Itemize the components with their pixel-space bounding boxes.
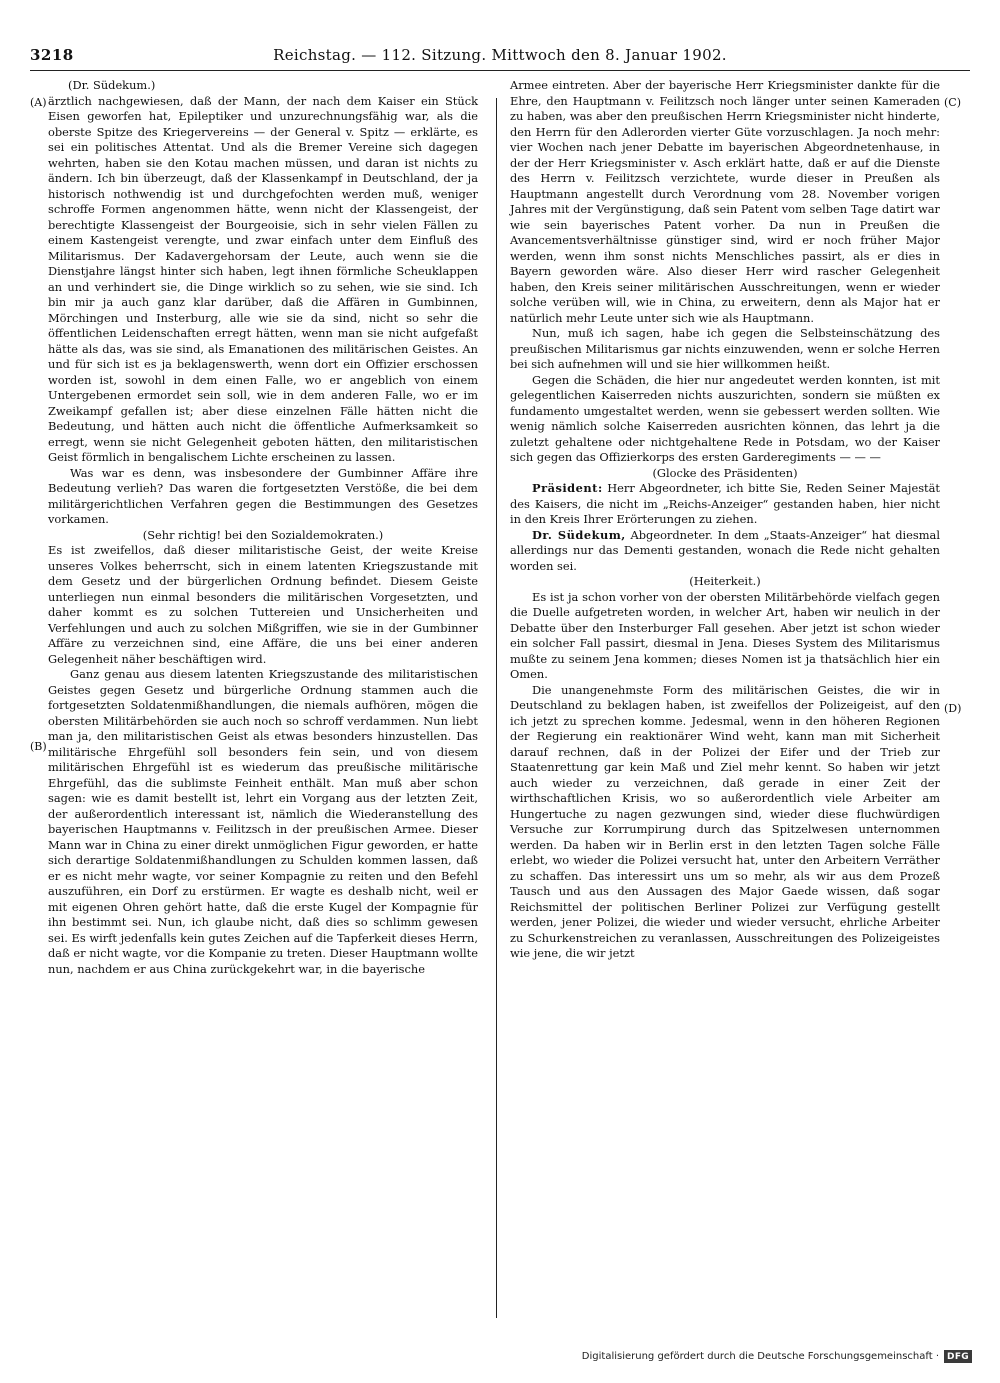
speaker-tag: (Dr. Südekum.) xyxy=(68,78,156,92)
left-interjection: (Sehr richtig! bei den Sozialdemokraten.) xyxy=(142,527,384,542)
suedekum-statement xyxy=(510,528,940,575)
footer-text: Digitalisierung gefördert durch die Deutsche Forschungsgemeinschaft · xyxy=(581,1351,939,1362)
page-number: 3218 xyxy=(30,46,74,64)
right-column xyxy=(510,78,940,962)
bell-interjection: (Glocke des Präsidenten) xyxy=(652,465,798,480)
right-paragraph-3: Gegen die Schäden, die hier nur angedeutet werden konnten, ist mit gelegentlichen Kaiserreden nichts auszurichten, sondern sie müßten ex fundamento umgestaltet werden, wenn sie gebessert werden sollten. Wie wenig nämlich solche Kaiserreden ausrichten können, das lehrt ja die zuletzt gehaltene oder nichtgehaltene Rede in Potsdam, wo der Kaiser sich gegen das Offizierkorps des ersten Garderegiments — — — xyxy=(510,372,940,464)
margin-marker-b: (B) xyxy=(30,740,47,753)
newspaper-page xyxy=(30,40,970,1320)
left-paragraph-3: Es ist zweifellos, daß dieser militaristische Geist, der weite Kreise unseres Volkes beherrscht, sich in einem latenten Kriegszustande mit dem Gesetz und der bürgerlichen Ordnung befindet. Diesem Geiste unterliegen nun einmal besonders die militärischen Vorgesetzten, und daher kommt es zu solchen Tuttereien und Unsicherheiten und Verfehlungen und auch zu solchen Mißgriffen, wie sie in der Gumbinner Affäre zu verzeichnen sind, eine Affäre, die uns bei einer anderen Gelegenheit näher beschäftigen wird. xyxy=(48,543,478,666)
president-label: Präsident: xyxy=(532,481,603,495)
right-paragraph-4: Es ist ja schon vorher von der obersten Militärbehörde vielfach gegen die Duelle aufgetreten worden, in welcher Art, haben wir neulich in der Debatte über den Insterburger Fall gesehen. Aber jetzt ist schon wieder ein solcher Fall passirt, diesmal in Jena. Dieses System des Militarismus mußte zu seinem Jena kommen; dieses Nomen ist ja thatsächlich hier ein Omen. xyxy=(510,589,940,681)
laughter-interjection: (Heiterkeit.) xyxy=(689,574,761,588)
left-column xyxy=(48,78,478,977)
dfg-logo-icon: DFG xyxy=(944,1350,972,1363)
margin-marker-c: (C) xyxy=(944,96,961,109)
header-rule xyxy=(30,70,970,71)
president-text: Herr Abgeordneter, ich bitte Sie, Reden Seiner Majestät des Kaisers, die nicht im „Reichs-Anzeiger“ gestanden haben, hier nicht in den Kreis Ihrer Erörterungen zu ziehen. xyxy=(510,481,940,526)
left-paragraph-1: ärztlich nachgewiesen, daß der Mann, der nach dem Kaiser ein Stück Eisen geworfen hat, Epileptiker und unzurechnungsfähig war, als die oberste Spitze des Kriegervereins — der General v. Spitz — erklärte, es sei ein politisches Attentat. Und als die Bremer Vereine sich dagegen wehrten, haben sie den Kotau machen müssen, und daran ist nichts zu ändern. Ich bin überzeugt, daß der Klassenkampf in Deutschland, der ja historisch nothwendig ist und durchgefochten werden muß, weniger schroffe Formen angenommen hätte, wenn nicht der Klassengeist, der berechtigte Klassengeist der Bourgeoisie, sich in sehr vielen Fällen zu einem Kastengeist verengte, und zwar einfach unter dem Einfluß des Militarismus. Der Kadavergehorsam der Leute, auch wenn sie die Dienstjahre längst hinter sich haben, legt ihnen förmliche Scheuklappen an und verhindert sie, die Dinge wirklich so zu sehen, wie sie sind. Ich bin mir ja auch ganz klar darüber, daß die Affären in Gumbinnen, Mörchingen und Insterburg, alle wie sie da sind, nicht so sehr die öffentlichen Leidenschaften erregt hätten, wenn man sie nicht aufgefaßt hätte als das, was sie sind, als Emanationen des militärischen Geistes. An und für sich ist es ja beklagenswerth, wenn dort ein Offizier erschossen worden ist, sowohl in dem einen Falle, wo er angeblich von einem Untergebenen ermordet sein soll, wie in dem anderen Falle, wo er im Zweikampf gefallen ist; aber diese einzelnen Fälle hätten nicht die Bedeutung, und hätten auch nicht die öffentliche Aufmerksamkeit so erregt, wenn sie nicht Gelegenheit geboten hätten, den militaristischen Geist förmlich in bengalischem Lichte erscheinen zu lassen. xyxy=(48,93,478,464)
margin-marker-d: (D) xyxy=(944,702,962,715)
footer-credit xyxy=(582,1350,972,1363)
column-divider xyxy=(496,98,497,1318)
left-paragraph-4: Ganz genau aus diesem latenten Kriegszustande des militaristischen Geistes gegen Gesetz und bürgerliche Ordnung stammen auch die fortgesetzten Soldatenmißhandlungen, die niemals aufhören, mögen die obersten Militärbehörden sie auch noch so schroff verdammen. Nun liebt man ja, den militaristischen Geist als etwas besonders hinzustellen. Das militärische Ehrgefühl soll besonders fein sein, und von diesem militärischen Ehrgefühl ist es wiederum das preußische militärische Ehrgefühl, das die sublimste Feinheit enthält. Man muß aber schon sagen: wie es damit bestellt ist, lehrt ein Vorgang aus der letzten Zeit, der außerordentlich interessant ist, nämlich die Wiederanstellung des bayerischen Hauptmanns v. Feilitzsch in der preußischen Armee. Dieser Mann war in China zu einer direkt unmöglichen Figur geworden, er hatte sich derartige Soldatenmißhandlungen zu Schulden kommen lassen, daß er es nicht mehr wagte, vor seiner Kompagnie zu reiten und den Befehl auszuführen, ein Dorf zu erstürmen. Er wagte es deshalb nicht, weil er mit eigenen Ohren gehört hatte, daß die erste Kugel der Kompagnie für ihn bestimmt sei. Nun, ich glaube nicht, daß dies so schlimm gewesen sei. Es wirft jedenfalls kein gutes Zeichen auf die Tapferkeit dieses Herrn, daß er nicht wagte, vor die Kompanie zu treten. Dieser Hauptmann wollte nun, nachdem er aus China zurückgekehrt war, in die bayerische xyxy=(48,667,478,976)
left-paragraph-2: Was war es denn, was insbesondere der Gumbinner Affäre ihre Bedeutung verlieh? Das waren die fortgesetzten Verstöße, die bei dem militärgerichtlichen Verfahren gegen die Bestimmungen des Gesetzes vorkamen. xyxy=(48,465,478,526)
page-title: Reichstag. — 112. Sitzung. Mittwoch den 8. Januar 1902. xyxy=(273,46,727,64)
suedekum-label: Dr. Südekum, xyxy=(532,527,626,542)
president-statement xyxy=(510,481,940,528)
right-paragraph-5: Die unangenehmste Form des militärischen Geistes, die wir in Deutschland zu beklagen haben, ist zweifellos der Polizeigeist, auf den ich jetzt zu sprechen komme. Jedesmal, wenn in den höheren Regionen der Regierung ein reaktionärer Wind weht, kann man mit Sicherheit darauf rechnen, daß in der Polizei der Eifer und der Trieb zur Staatenrettung gar kein Maß und Ziel mehr kennt. So haben wir jetzt auch wieder zu verzeichnen, daß gerade in einer Zeit der wirthschaftlichen Krisis, wo so außerordentlich viele Arbeiter am Hungertuche zu nagen gezwungen sind, wieder diese fluchwürdigen Versuche zur Korrumpirung durch das Spitzelwesen unternommen werden. Da haben wir in Berlin erst in den letzten Tagen solche Fälle erlebt, wo wieder die Polizei versucht hat, unter den Arbeitern Verräther zu schaffen. Das interessirt uns um so mehr, als wir aus dem Prozeß Tausch und aus den Aussagen des Major Gaede wissen, daß sogar Reichsmittel der politischen Berliner Polizei zur Verfügung gestellt werden, jener Polizei, die wieder und wieder versucht, ehrliche Arbeiter zu Schurkenstreichen zu veranlassen, Ausschreitungen des Polizeigeistes wie jene, die wir jetzt xyxy=(510,682,940,960)
margin-marker-a: (A) xyxy=(30,96,47,109)
right-paragraph-2: Nun, muß ich sagen, habe ich gegen die Selbsteinschätzung des preußischen Militarismus gar nichts einzuwenden, wenn er solche Herren bei sich aufnehmen will und sie hier willkommen heißt. xyxy=(510,326,940,371)
page-header xyxy=(30,46,970,72)
right-paragraph-1: Armee eintreten. Aber der bayerische Herr Kriegsminister dankte für die Ehre, den Hauptmann v. Feilitzsch noch länger unter seinen Kameraden zu haben, was aber den preußischen Herrn Kriegsminister nicht hinderte, den Herrn für den Adlerorden vierter Güte vorzuschlagen. Ja noch mehr: vier Wochen nach jener Debatte im bayerischen Abgeordnetenhause, in der der Herr Kriegsminister v. Asch erklärt hatte, daß er auf die Dienste des Herrn v. Feilitzsch verzichtete, wurde dieser in Preußen als Hauptmann angestellt durch Verordnung vom 28. November vorigen Jahres mit der Vergünstigung, daß sein Patent vom selben Tage datirt war wie sein bayerisches Patent vorher. Da nun in Preußen die Avancementsverhältnisse günstiger sind, wird er noch früher Major werden, wenn ihm sonst nichts Menschliches passirt, als er dies in Bayern geworden wäre. Also dieser Herr wird rascher Gelegenheit haben, den Kreis seiner militärischen Ausschreitungen, wenn er wieder solche verüben will, wie in China, zu erweitern, denn als Major hat er natürlich mehr Leute unter sich wie als Hauptmann. xyxy=(510,78,940,325)
suedekum-text: Abgeordneter. In dem „Staats-Anzeiger“ hat diesmal allerdings nur das Dementi gestanden, wonach die Rede nicht gehalten worden sei. xyxy=(510,527,940,573)
